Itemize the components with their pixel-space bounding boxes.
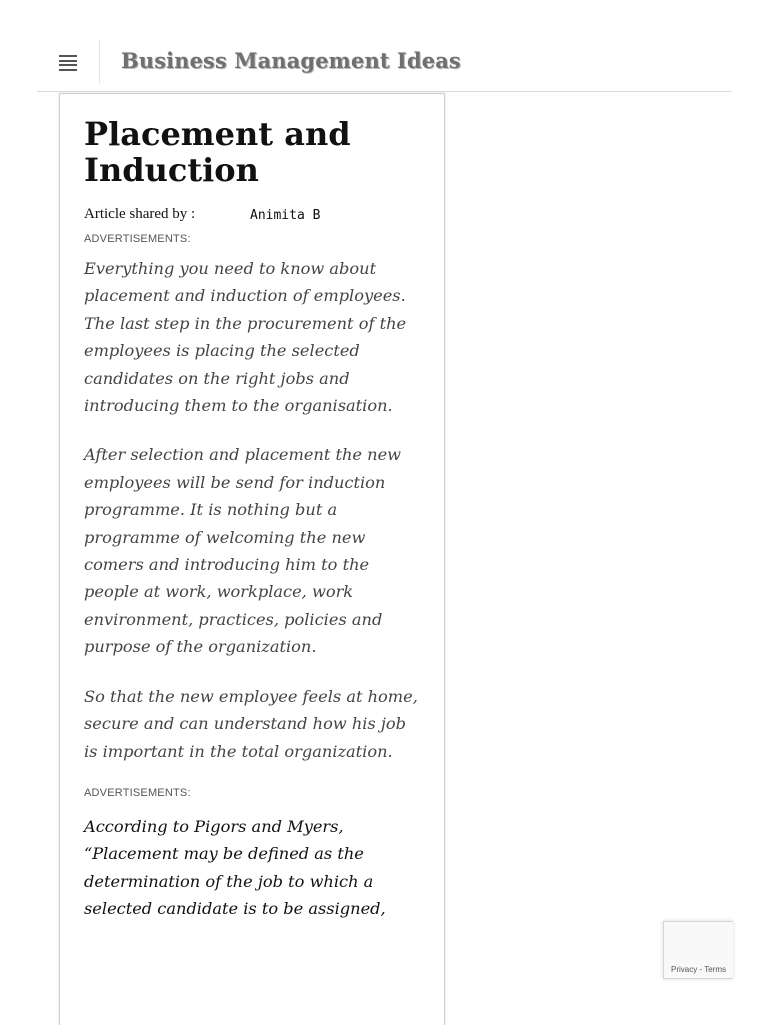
advertisement-label: ADVERTISEMENTS: [84,233,191,245]
privacy-link[interactable]: Privacy [671,965,698,974]
article-card [59,93,445,1025]
hamburger-menu-icon[interactable] [59,55,77,71]
site-header [37,40,732,92]
advertisement-label: ADVERTISEMENTS: [84,786,191,799]
recaptcha-badge[interactable] [663,921,733,979]
article-paragraph: So that the new employee feels at home, secure and can understand how his job is important in the total organization. [84,686,418,761]
article-title: Placement and Induction [84,115,351,189]
article-paragraph: After selection and placement the new employees will be send for induction programme. It is nothing but a programme of welcoming the new comers and introducing him to the people at work, workplace, work environment, practices, policies and purpose of the organization. [84,445,402,657]
menu-button[interactable] [37,40,100,84]
recaptcha-links [671,965,726,974]
author-name[interactable]: Animita B [250,208,321,223]
article-paragraph: Everything you need to know about placement and induction of employees. The last step in the procurement of the employees is placing the selected candidates on the right jobs and introducing them to the organisation. [84,259,407,416]
byline [84,206,420,226]
quote-paragraph: According to Pigors and Myers, “Placement may be defined as the determination of the job to which a selected candidate is to be assigned, [84,816,386,919]
link-separator: - [697,965,705,974]
byline-label: Article shared by : [84,206,196,222]
site-title[interactable]: Business Management Ideas [121,48,461,73]
terms-link[interactable]: Terms [704,965,726,974]
